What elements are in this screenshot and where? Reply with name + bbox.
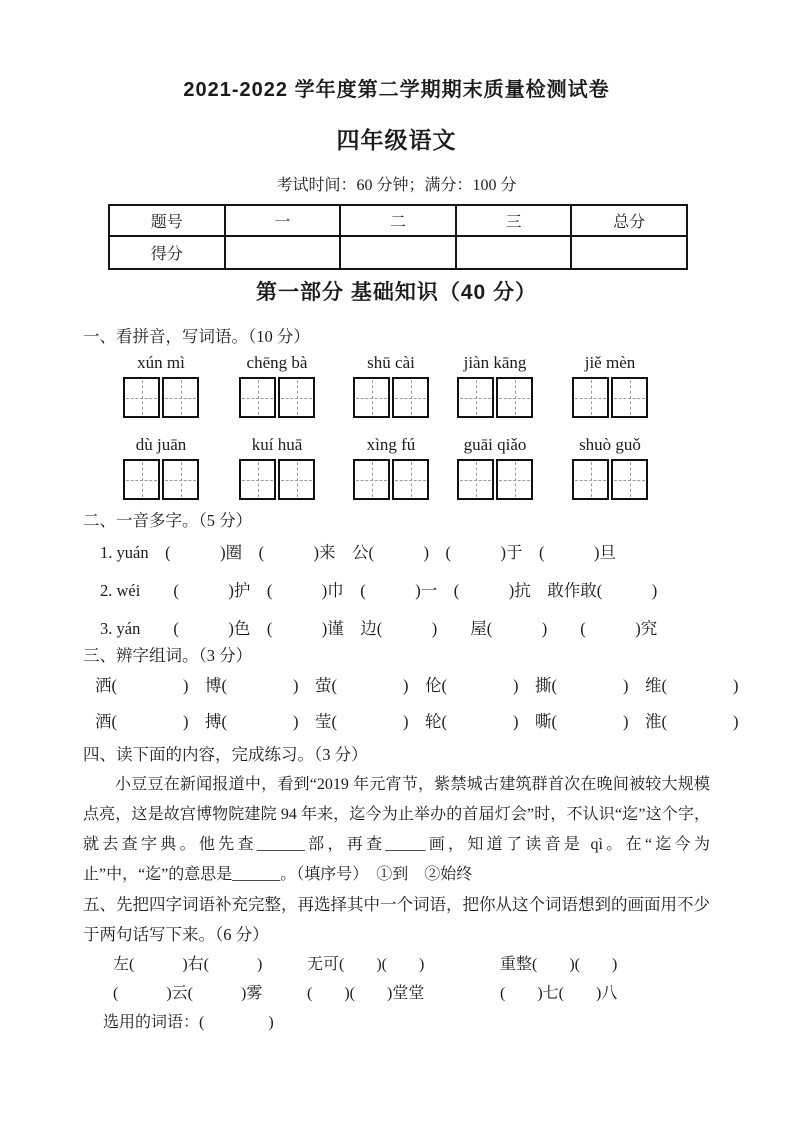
word-fill-cell: ( )云( )雾 [113,985,263,1002]
writing-grid-cell [392,377,429,418]
score-value-cell [571,236,687,269]
writing-grid [455,459,535,500]
score-table-header-cell: 三 [456,205,572,236]
writing-grid [237,459,317,500]
score-table-header-cell: 题号 [109,205,225,236]
q3-line: 洒( ) 博( ) 萤( ) 伦( ) 撕( ) 维( ) [95,676,739,695]
pinyin-word-group [570,434,650,500]
writing-grid-cell [572,377,609,418]
pinyin-word-group [455,352,535,418]
pinyin-label: chēng bà [246,353,308,372]
writing-grid [121,377,201,418]
q2-line: 3. yán ( )色 ( )谨 边( ) 屋( ) ( )究 [100,619,658,638]
q5-heading: 五、先把四字词语补充完整，再选择其中一个词语，把你从这个词语想到的画面用不少于两句话写下来。（6 分） [83,895,710,944]
writing-grid-cell [123,459,160,500]
page-subtitle: 四年级语文 [336,127,457,153]
writing-grid-cell [611,377,648,418]
word-fill-row [83,950,710,979]
writing-grid-cell [572,459,609,500]
pinyin-word-group [570,352,650,418]
pinyin-word-group [121,434,201,500]
q4-heading: 四、读下面的内容，完成练习。（3 分） [83,745,368,764]
writing-grid [570,459,650,500]
pinyin-label: jiě mèn [584,353,636,372]
pinyin-label: xún mì [137,353,185,372]
word-fill-cell: 重整( )( ) [500,956,618,973]
writing-grid-cell [239,459,276,500]
writing-grid-cell [278,459,315,500]
writing-grid-cell [353,459,390,500]
writing-grid-cell [496,459,533,500]
writing-grid-cell [162,459,199,500]
exam-info-line: 考试时间：60 分钟；满分：100 分 [276,177,517,194]
pinyin-label: jiàn kāng [463,353,527,372]
score-table-value-row [109,236,687,269]
pinyin-row-2 [83,434,710,500]
word-fill-cell: 无可( )( ) [307,956,425,973]
pinyin-label: shuò guǒ [579,435,641,454]
word-fill-cell: ( )( )堂堂 [307,985,425,1002]
page-title: 2021-2022 学年度第二学期期末质量检测试卷 [183,79,610,101]
writing-grid-cell [162,377,199,418]
score-table [108,204,688,270]
writing-grid [237,377,317,418]
q2-line: 2. wéi ( )护 ( )巾 ( )一 ( )抗 敢作敢( ) [100,581,658,600]
writing-grid-cell [496,377,533,418]
pinyin-label: shū cài [367,353,415,372]
writing-grid-cell [392,459,429,500]
writing-grid-cell [123,377,160,418]
writing-grid-cell [457,377,494,418]
writing-grid [351,377,431,418]
score-table-header-cell: 二 [340,205,456,236]
pinyin-word-group [351,352,431,418]
writing-grid-cell [611,459,648,500]
writing-grid [351,459,431,500]
word-fill-row [83,979,710,1008]
pinyin-word-group [351,434,431,500]
score-table-header-cell: 一 [225,205,341,236]
chosen-words-line: 选用的词语：( ) [103,1014,274,1031]
pinyin-word-group [237,352,317,418]
word-fill-cell: 左( )右( ) [113,956,263,973]
q2-heading: 二、一音多字。（5 分） [83,511,253,530]
pinyin-label: dù juān [135,435,187,454]
score-table-header-cell: 总分 [571,205,687,236]
writing-grid [455,377,535,418]
part1-heading: 第一部分 基础知识（40 分） [255,281,538,304]
q3-line: 酒( ) 搏( ) 莹( ) 轮( ) 嘶( ) 淮( ) [95,712,739,731]
pinyin-word-group [237,434,317,500]
q1-heading: 一、看拼音，写词语。（10 分） [83,327,310,346]
pinyin-label: xìng fú [366,435,416,454]
q3-heading: 三、辨字组词。（3 分） [83,646,253,665]
pinyin-word-group [121,352,201,418]
writing-grid [121,459,201,500]
pinyin-row-1 [83,352,710,418]
pinyin-word-group [455,434,535,500]
writing-grid-cell [353,377,390,418]
writing-grid [570,377,650,418]
word-fill-cell: ( )七( )八 [500,985,618,1002]
score-value-cell [456,236,572,269]
score-value-cell [340,236,456,269]
score-value-cell [225,236,341,269]
writing-grid-cell [457,459,494,500]
writing-grid-cell [239,377,276,418]
pinyin-label: kuí huā [251,435,303,454]
q2-line: 1. yuán ( )圈 ( )来 公( ) ( )于 ( )旦 [100,543,617,562]
score-table-header-row [109,205,687,236]
pinyin-label: guāi qiǎo [463,435,527,454]
score-label-cell: 得分 [109,236,225,269]
writing-grid-cell [278,377,315,418]
q4-passage: 小豆豆在新闻报道中，看到“2019 年元宵节，紫禁城古建筑群首次在晚间被较大规模点亮，这是故宫博物院建院 94 年来，迄今为止举办的首届灯会”时，不认识“迄”这个字，就去查字典。他先查______部，再查_____画，知道了读音是 qì。在“迄今为止”中，“迄”的意思是______。（填序号） ①到 ②始终 [83,776,710,883]
